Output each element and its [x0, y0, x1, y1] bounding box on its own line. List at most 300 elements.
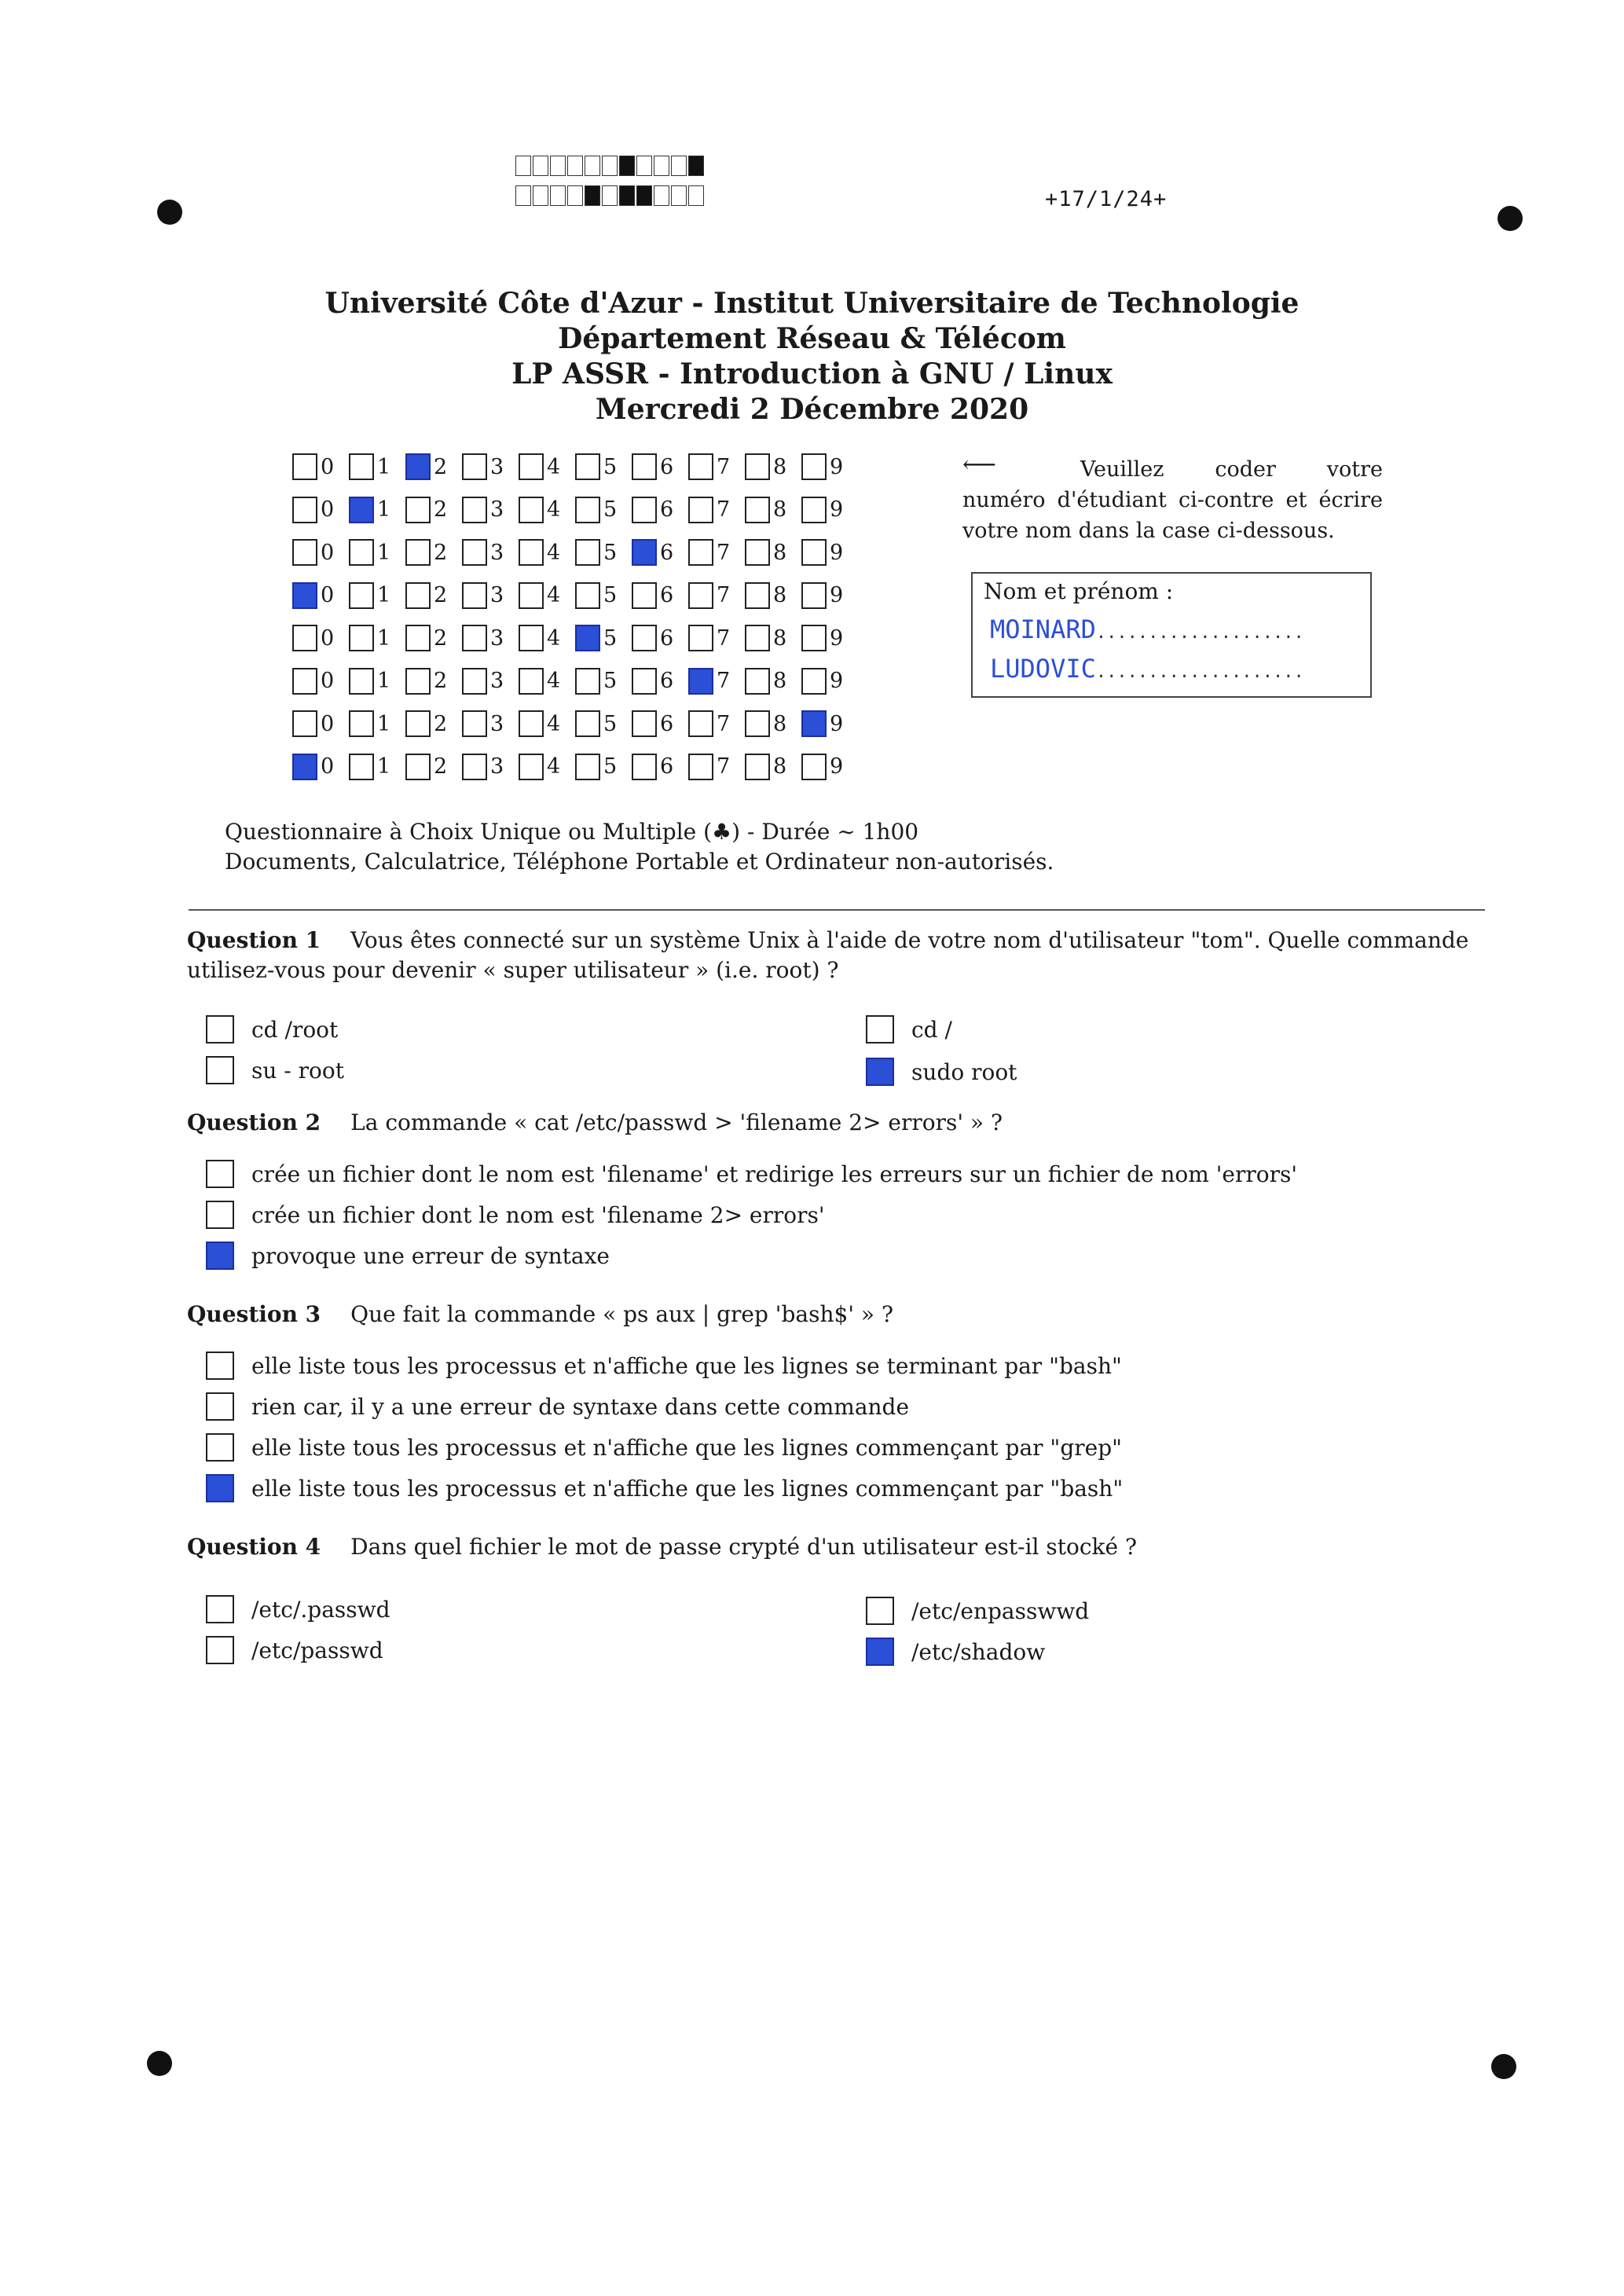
grid-cell	[575, 578, 632, 613]
grid-cell	[632, 535, 688, 570]
digit-checkbox[interactable]	[688, 754, 713, 780]
answer-checkbox[interactable]	[206, 1201, 234, 1229]
answer-checkbox[interactable]	[206, 1474, 234, 1502]
question-text: Que fait la commande « ps aux | grep 'bash$' » ?	[350, 1301, 893, 1327]
digit-label: 5	[603, 711, 618, 736]
grid-cell	[405, 621, 462, 655]
digit-label: 8	[773, 454, 787, 479]
grid-cell	[632, 493, 688, 527]
option[interactable]	[206, 1433, 1122, 1462]
option[interactable]	[206, 1636, 383, 1664]
digit-label: 3	[490, 711, 504, 736]
answer-checkbox[interactable]	[206, 1636, 234, 1664]
digit-checkbox[interactable]	[349, 754, 374, 780]
digit-checkbox[interactable]	[801, 754, 827, 780]
digit-checkbox[interactable]	[292, 668, 317, 695]
digit-label: 1	[377, 454, 391, 479]
digit-label: 5	[603, 669, 618, 693]
digit-checkbox[interactable]	[349, 497, 374, 523]
digit-label: 3	[490, 669, 504, 693]
option[interactable]	[206, 1595, 390, 1623]
barcode-cell	[636, 185, 652, 206]
digit-checkbox[interactable]	[575, 625, 600, 651]
header-department: Département Réseau & Télécom	[558, 322, 1066, 355]
grid-cell	[349, 750, 405, 784]
option[interactable]	[206, 1056, 344, 1084]
barcode-cell	[654, 156, 669, 176]
digit-checkbox[interactable]	[405, 453, 431, 480]
digit-checkbox[interactable]	[519, 453, 544, 480]
digit-checkbox[interactable]	[688, 582, 713, 609]
grid-cell	[292, 449, 349, 484]
grid-cell	[801, 578, 858, 613]
option[interactable]	[206, 1474, 1123, 1502]
digit-checkbox[interactable]	[745, 710, 770, 737]
option[interactable]	[206, 1392, 909, 1421]
grid-row	[292, 621, 858, 655]
option-label: elle liste tous les processus et n'affiche que les lignes commençant par "bash"	[251, 1475, 1124, 1502]
digit-checkbox[interactable]	[575, 710, 600, 737]
digit-label: 0	[321, 711, 335, 736]
digit-checkbox[interactable]	[519, 710, 544, 737]
digit-checkbox[interactable]	[349, 539, 374, 566]
digit-label: 3	[490, 454, 504, 479]
digit-checkbox[interactable]	[688, 453, 713, 480]
option[interactable]	[866, 1638, 1045, 1666]
digit-label: 7	[717, 540, 731, 565]
digit-checkbox[interactable]	[405, 668, 431, 695]
digit-checkbox[interactable]	[519, 497, 544, 523]
digit-checkbox[interactable]	[632, 539, 657, 566]
barcode-row-1	[515, 156, 706, 178]
digit-checkbox[interactable]	[745, 582, 770, 609]
digit-label: 1	[377, 754, 391, 779]
grid-cell	[688, 664, 745, 699]
grid-cell	[575, 535, 632, 570]
digit-label: 0	[321, 583, 335, 607]
barcode-cell	[567, 185, 583, 206]
grid-cell	[575, 621, 632, 655]
name-box-label: Nom et prénom :	[984, 578, 1174, 604]
digit-checkbox[interactable]	[632, 453, 657, 480]
grid-cell	[292, 578, 349, 613]
digit-label: 4	[547, 625, 561, 651]
digit-label: 1	[377, 497, 391, 522]
digit-label: 2	[434, 669, 448, 693]
grid-cell	[405, 578, 462, 613]
digit-label: 2	[434, 540, 448, 565]
name-dots: ....................	[1095, 662, 1304, 682]
digit-label: 6	[660, 669, 674, 693]
answer-checkbox[interactable]	[206, 1352, 234, 1380]
digit-label: 6	[660, 625, 674, 651]
grid-cell	[349, 578, 405, 613]
barcode-cell	[636, 156, 652, 176]
digit-label: 5	[603, 497, 618, 522]
grid-cell	[632, 621, 688, 655]
option-label: rien car, il y a une erreur de syntaxe dans cette commande	[251, 1393, 910, 1420]
option-label: /etc/passwd	[251, 1637, 383, 1663]
option[interactable]	[866, 1597, 1089, 1625]
grid-cell	[575, 493, 632, 527]
page-id: +17/1/24+	[1045, 187, 1168, 211]
digit-checkbox[interactable]	[519, 539, 544, 566]
digit-label: 5	[603, 625, 618, 651]
grid-cell	[519, 706, 575, 741]
digit-checkbox[interactable]	[349, 625, 374, 651]
option[interactable]	[866, 1058, 1017, 1086]
name-box[interactable]	[971, 572, 1372, 698]
registration-mark-bottom-left	[147, 2051, 172, 2076]
grid-cell	[801, 535, 858, 570]
digit-checkbox[interactable]	[801, 453, 827, 480]
digit-checkbox[interactable]	[745, 625, 770, 651]
digit-checkbox[interactable]	[349, 453, 374, 480]
digit-checkbox[interactable]	[575, 453, 600, 480]
digit-checkbox[interactable]	[745, 668, 770, 695]
digit-checkbox[interactable]	[632, 710, 657, 737]
digit-label: 1	[377, 669, 391, 693]
digit-label: 2	[434, 454, 448, 479]
option-label: /etc/enpasswwd	[911, 1597, 1090, 1624]
digit-checkbox[interactable]	[632, 625, 657, 651]
digit-label: 9	[830, 583, 844, 607]
digit-label: 6	[660, 540, 674, 565]
answer-checkbox[interactable]	[206, 1595, 234, 1623]
digit-checkbox[interactable]	[292, 497, 317, 523]
question-3	[187, 1300, 1483, 1330]
grid-cell	[745, 578, 801, 613]
digit-checkbox[interactable]	[688, 497, 713, 523]
grid-cell	[688, 578, 745, 613]
digit-label: 8	[773, 583, 787, 607]
question-label: Question 3	[187, 1301, 321, 1327]
digit-label: 5	[603, 583, 618, 607]
option[interactable]	[866, 1015, 952, 1043]
digit-checkbox[interactable]	[745, 754, 770, 780]
barcode-cell	[602, 185, 618, 206]
barcode-cell	[567, 156, 583, 176]
digit-checkbox[interactable]	[519, 625, 544, 651]
grid-cell	[745, 750, 801, 784]
digit-checkbox[interactable]	[519, 754, 544, 780]
digit-label: 4	[547, 540, 561, 565]
grid-cell	[688, 535, 745, 570]
question-1	[187, 926, 1483, 985]
grid-cell	[575, 449, 632, 484]
digit-label: 4	[547, 711, 561, 736]
question-2	[187, 1108, 1483, 1138]
digit-checkbox[interactable]	[349, 710, 374, 737]
barcode-cell	[585, 156, 600, 176]
answer-checkbox[interactable]	[206, 1015, 234, 1043]
option-label: su - root	[251, 1057, 345, 1084]
digit-label: 9	[830, 540, 844, 565]
answer-checkbox[interactable]	[866, 1597, 894, 1625]
grid-row	[292, 706, 858, 741]
digit-label: 0	[321, 754, 335, 779]
digit-label: 8	[773, 754, 787, 779]
digit-checkbox[interactable]	[632, 582, 657, 609]
grid-cell	[745, 535, 801, 570]
barcode-row-2	[515, 185, 706, 207]
digit-checkbox[interactable]	[632, 497, 657, 523]
grid-cell	[349, 535, 405, 570]
grid-cell	[349, 621, 405, 655]
digit-label: 7	[717, 583, 731, 607]
grid-cell	[519, 535, 575, 570]
grid-cell	[292, 706, 349, 741]
digit-checkbox[interactable]	[292, 582, 317, 609]
grid-cell	[462, 621, 519, 655]
grid-cell	[405, 750, 462, 784]
digit-label: 0	[321, 454, 335, 479]
digit-checkbox[interactable]	[292, 539, 317, 566]
digit-checkbox[interactable]	[462, 453, 487, 480]
digit-label: 7	[717, 754, 731, 779]
digit-checkbox[interactable]	[462, 539, 487, 566]
grid-cell	[405, 706, 462, 741]
digit-checkbox[interactable]	[745, 539, 770, 566]
grid-cell	[292, 664, 349, 699]
answer-checkbox[interactable]	[206, 1242, 234, 1270]
digit-checkbox[interactable]	[801, 625, 827, 651]
digit-label: 4	[547, 669, 561, 693]
digit-checkbox[interactable]	[801, 497, 827, 523]
header-date: Mercredi 2 Décembre 2020	[595, 393, 1029, 426]
grid-cell	[519, 578, 575, 613]
answer-checkbox[interactable]	[206, 1392, 234, 1421]
grid-row	[292, 578, 858, 613]
grid-cell	[688, 449, 745, 484]
digit-checkbox[interactable]	[292, 754, 317, 780]
grid-row	[292, 449, 858, 484]
digit-label: 4	[547, 454, 561, 479]
digit-checkbox[interactable]	[575, 582, 600, 609]
grid-cell	[292, 535, 349, 570]
digit-label: 9	[830, 711, 844, 736]
digit-label: 7	[717, 625, 731, 651]
grid-row	[292, 664, 858, 699]
grid-cell	[349, 449, 405, 484]
digit-label: 1	[377, 540, 391, 565]
digit-checkbox[interactable]	[405, 710, 431, 737]
digit-checkbox[interactable]	[745, 497, 770, 523]
grid-cell	[801, 449, 858, 484]
grid-cell	[745, 493, 801, 527]
grid-cell	[519, 750, 575, 784]
digit-checkbox[interactable]	[462, 625, 487, 651]
digit-label: 2	[434, 583, 448, 607]
grid-cell	[349, 706, 405, 741]
grid-cell	[292, 621, 349, 655]
digit-checkbox[interactable]	[519, 582, 544, 609]
grid-cell	[632, 706, 688, 741]
digit-label: 1	[377, 583, 391, 607]
option-label: crée un fichier dont le nom est 'filename 2> errors'	[251, 1201, 825, 1228]
digit-label: 0	[321, 497, 335, 522]
barcode-cell	[619, 185, 635, 206]
digit-label: 6	[660, 711, 674, 736]
barcode-cell	[515, 185, 531, 206]
digit-checkbox[interactable]	[405, 497, 431, 523]
answer-checkbox[interactable]	[206, 1433, 234, 1462]
digit-checkbox[interactable]	[575, 668, 600, 695]
grid-cell	[519, 621, 575, 655]
barcode-cell	[533, 185, 548, 206]
option[interactable]	[206, 1015, 338, 1043]
answer-checkbox[interactable]	[866, 1015, 894, 1043]
answer-checkbox[interactable]	[206, 1160, 234, 1188]
option-label: crée un fichier dont le nom est 'filename' et redirige les erreurs sur un fichier de nom 'errors'	[251, 1161, 1298, 1187]
digit-checkbox[interactable]	[462, 710, 487, 737]
barcode-cell	[550, 156, 566, 176]
digit-checkbox[interactable]	[292, 453, 317, 480]
option-label: cd /root	[251, 1016, 339, 1043]
digit-checkbox[interactable]	[688, 668, 713, 695]
option-label: /etc/shadow	[911, 1638, 1046, 1665]
digit-checkbox[interactable]	[462, 497, 487, 523]
grid-cell	[575, 706, 632, 741]
grid-cell	[462, 493, 519, 527]
last-name-value: MOINARD	[990, 614, 1096, 644]
grid-cell	[632, 750, 688, 784]
digit-label: 7	[717, 454, 731, 479]
option[interactable]	[206, 1242, 610, 1270]
digit-label: 3	[490, 754, 504, 779]
grid-row	[292, 535, 858, 570]
barcode-cell	[671, 156, 687, 176]
digit-label: 8	[773, 497, 787, 522]
name-dots: ....................	[1095, 623, 1304, 643]
option[interactable]	[206, 1201, 825, 1229]
last-name-field[interactable]	[990, 614, 1359, 644]
digit-checkbox[interactable]	[292, 625, 317, 651]
exam-format: Questionnaire à Choix Unique ou Multiple (♣) - Durée ∼ 1h00	[225, 819, 919, 845]
barcode-cell	[585, 185, 600, 206]
grid-cell	[632, 664, 688, 699]
digit-checkbox[interactable]	[462, 754, 487, 780]
digit-checkbox[interactable]	[462, 582, 487, 609]
digit-checkbox[interactable]	[632, 754, 657, 780]
digit-checkbox[interactable]	[349, 668, 374, 695]
digit-checkbox[interactable]	[801, 668, 827, 695]
digit-checkbox[interactable]	[632, 668, 657, 695]
grid-cell	[688, 750, 745, 784]
digit-checkbox[interactable]	[801, 582, 827, 609]
grid-cell	[688, 621, 745, 655]
digit-label: 6	[660, 454, 674, 479]
digit-label: 1	[377, 711, 391, 736]
answer-checkbox[interactable]	[866, 1058, 894, 1086]
registration-mark-bottom-right	[1491, 2054, 1516, 2079]
digit-label: 2	[434, 711, 448, 736]
barcode-cell	[688, 185, 704, 206]
digit-label: 4	[547, 497, 561, 522]
digit-label: 6	[660, 754, 674, 779]
question-text: La commande « cat /etc/passwd > 'filename 2> errors' » ?	[350, 1109, 1003, 1135]
grid-cell	[349, 493, 405, 527]
grid-cell	[575, 750, 632, 784]
digit-label: 5	[603, 454, 618, 479]
digit-label: 2	[434, 497, 448, 522]
answer-checkbox[interactable]	[206, 1056, 234, 1084]
option[interactable]	[206, 1352, 1122, 1380]
digit-checkbox[interactable]	[801, 710, 827, 737]
digit-label: 5	[603, 754, 618, 779]
barcode-cell	[533, 156, 548, 176]
answer-checkbox[interactable]	[866, 1638, 894, 1666]
grid-cell	[292, 493, 349, 527]
header-university: Université Côte d'Azur - Institut Universitaire de Technologie	[324, 287, 1300, 320]
option-label: provoque une erreur de syntaxe	[251, 1242, 610, 1269]
digit-checkbox[interactable]	[405, 625, 431, 651]
grid-cell	[745, 621, 801, 655]
barcode-cell	[688, 156, 704, 176]
digit-checkbox[interactable]	[292, 710, 317, 737]
grid-cell	[688, 493, 745, 527]
grid-cell	[801, 706, 858, 741]
grid-cell	[745, 706, 801, 741]
option[interactable]	[206, 1160, 1297, 1188]
digit-label: 7	[717, 711, 731, 736]
digit-checkbox[interactable]	[575, 754, 600, 780]
grid-cell	[519, 449, 575, 484]
digit-label: 8	[773, 669, 787, 693]
grid-cell	[349, 664, 405, 699]
digit-checkbox[interactable]	[575, 497, 600, 523]
digit-checkbox[interactable]	[575, 539, 600, 566]
digit-checkbox[interactable]	[745, 453, 770, 480]
arrow-left-icon: ⟵	[962, 451, 997, 479]
grid-cell	[519, 493, 575, 527]
grid-cell	[405, 493, 462, 527]
digit-label: 6	[660, 583, 674, 607]
digit-label: 3	[490, 625, 504, 651]
digit-checkbox[interactable]	[349, 582, 374, 609]
digit-checkbox[interactable]	[688, 625, 713, 651]
digit-checkbox[interactable]	[688, 710, 713, 737]
digit-label: 9	[830, 454, 844, 479]
digit-checkbox[interactable]	[688, 539, 713, 566]
grid-cell	[801, 664, 858, 699]
digit-label: 3	[490, 583, 504, 607]
grid-row	[292, 750, 858, 784]
option-label: cd /	[911, 1016, 952, 1043]
question-text: Dans quel fichier le mot de passe crypté d'un utilisateur est-il stocké ?	[350, 1534, 1137, 1560]
digit-checkbox[interactable]	[519, 668, 544, 695]
registration-mark-top-left	[157, 200, 182, 225]
grid-cell	[688, 706, 745, 741]
divider	[189, 909, 1485, 911]
digit-label: 6	[660, 497, 674, 522]
digit-checkbox[interactable]	[405, 754, 431, 780]
grid-cell	[745, 664, 801, 699]
digit-label: 8	[773, 625, 787, 651]
barcode-cell	[654, 185, 669, 206]
barcode-cell	[619, 156, 635, 176]
grid-cell	[745, 449, 801, 484]
digit-checkbox[interactable]	[462, 668, 487, 695]
first-name-field[interactable]	[990, 654, 1359, 684]
digit-checkbox[interactable]	[405, 582, 431, 609]
grid-cell	[405, 449, 462, 484]
grid-cell	[462, 449, 519, 484]
digit-checkbox[interactable]	[801, 539, 827, 566]
digit-checkbox[interactable]	[405, 539, 431, 566]
grid-cell	[462, 535, 519, 570]
registration-mark-top-right	[1498, 206, 1523, 231]
